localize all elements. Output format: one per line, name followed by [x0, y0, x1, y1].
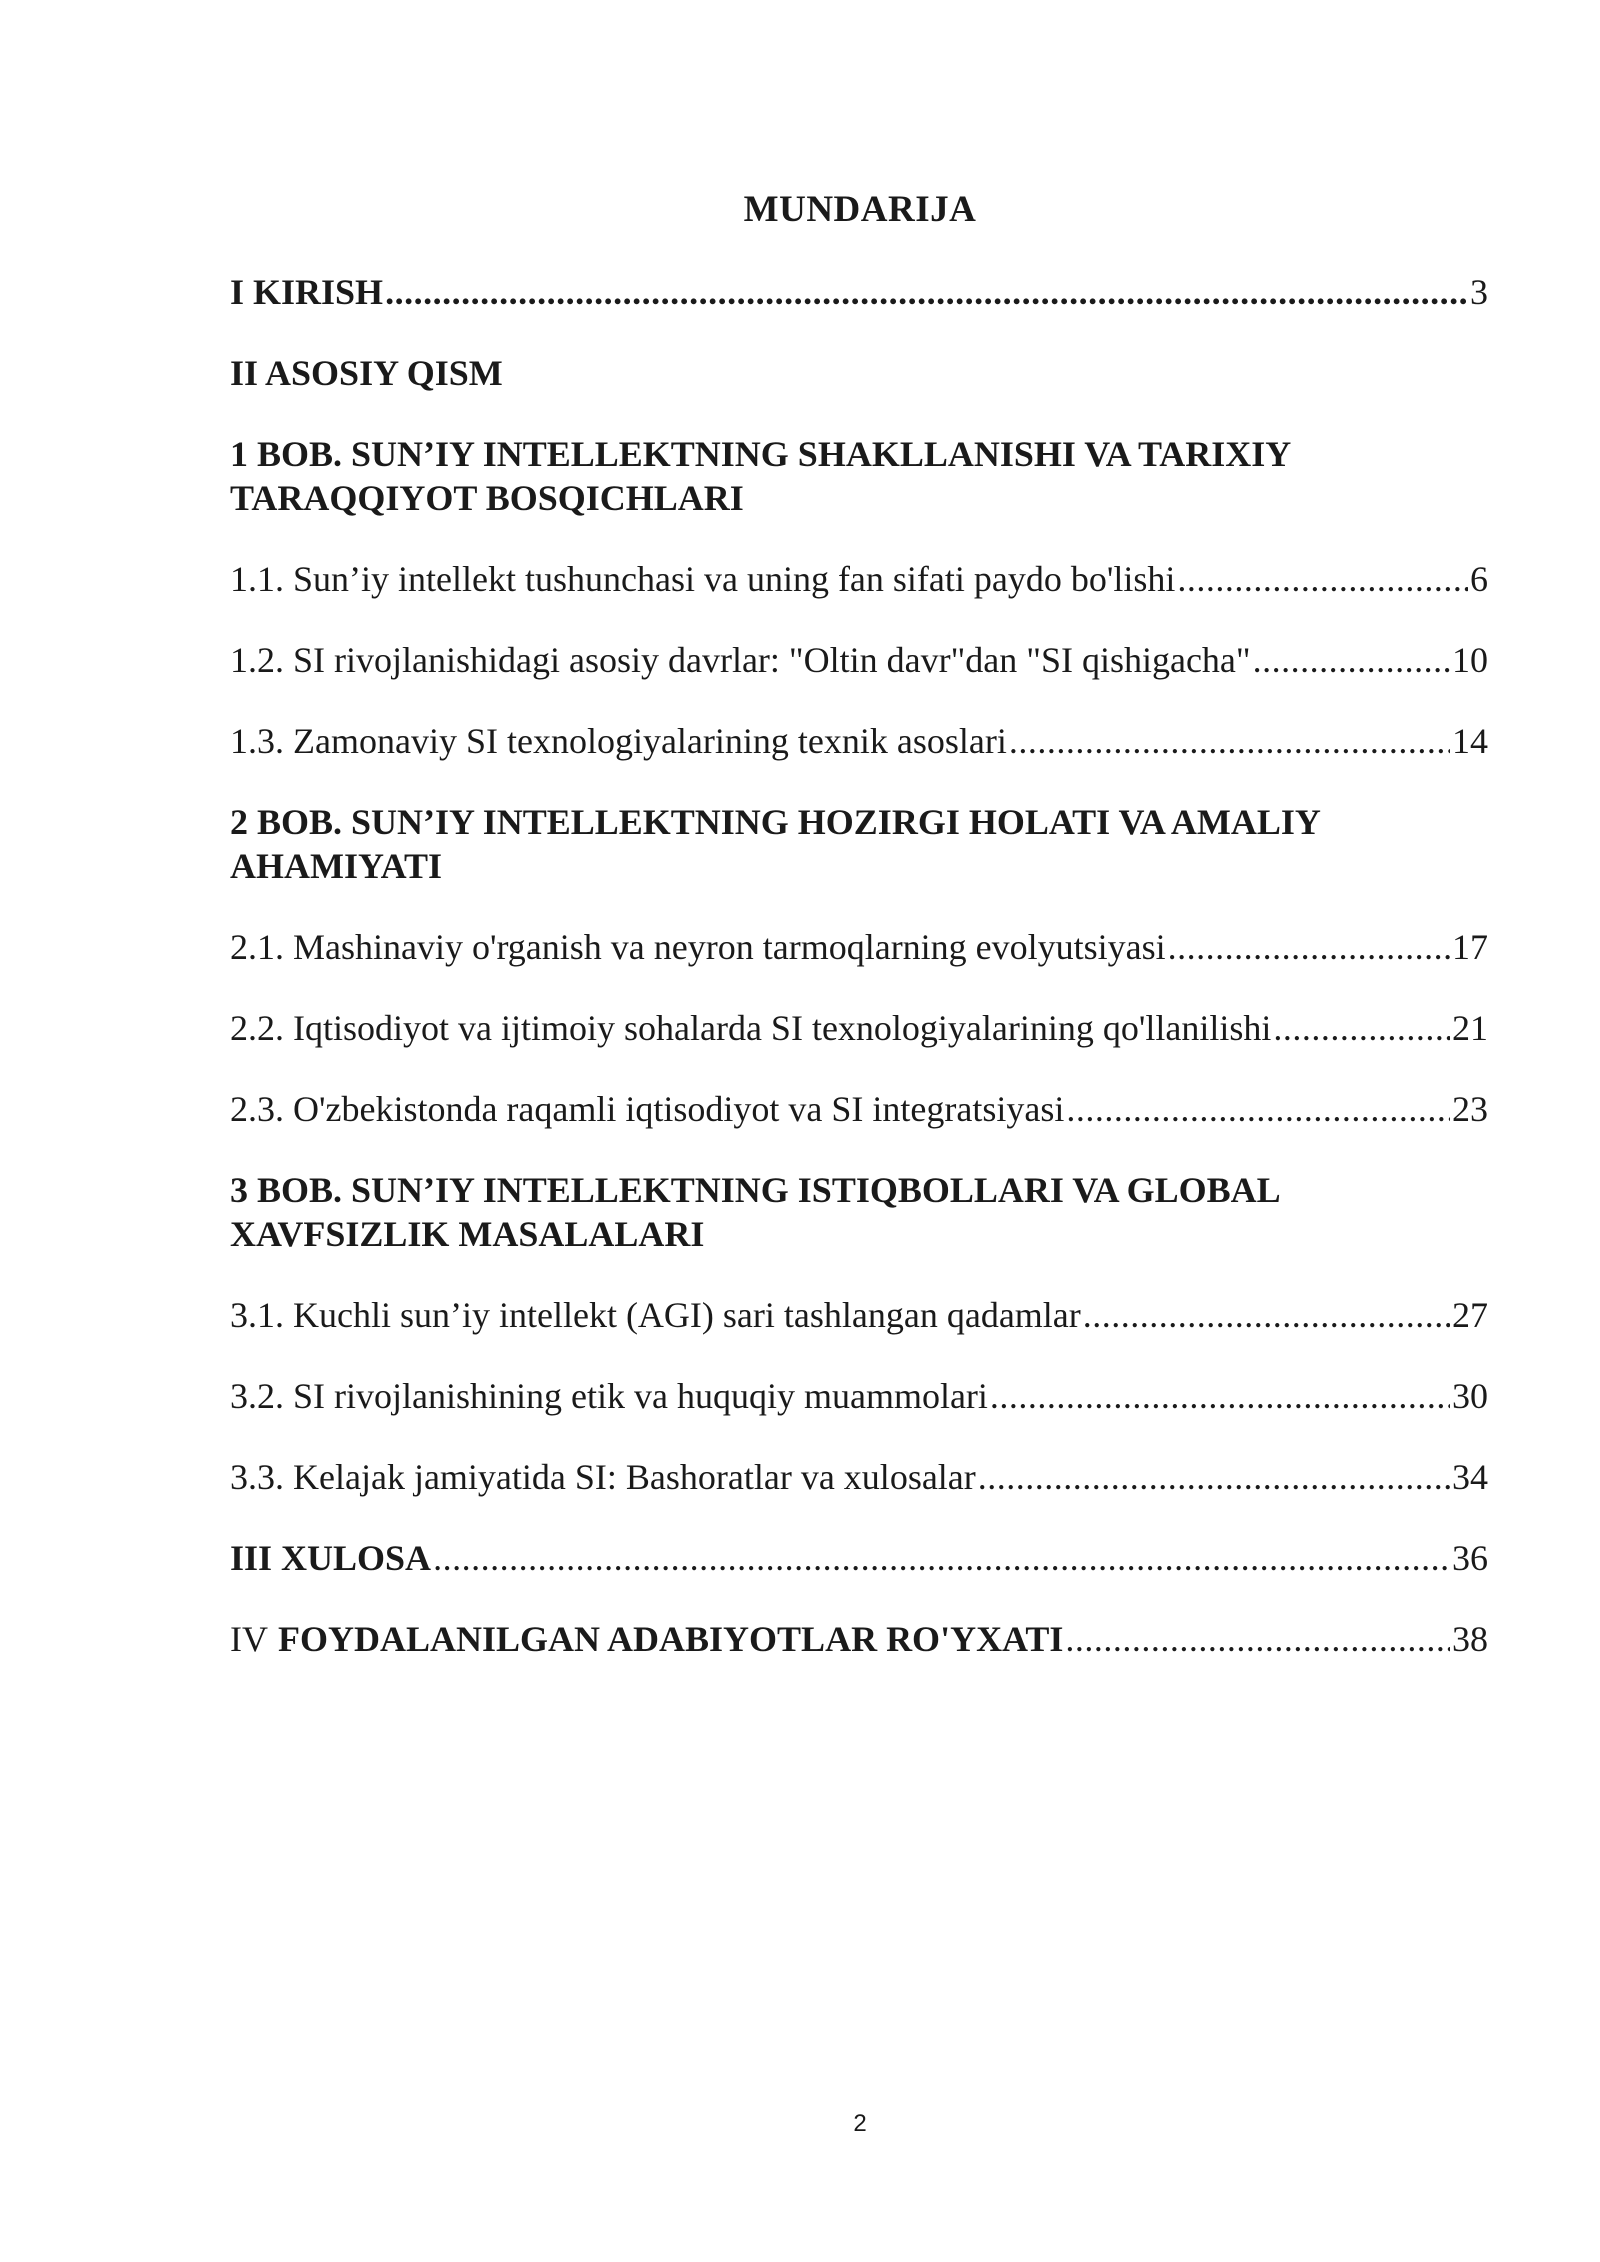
toc-entry-adabiyot[interactable] [230, 1617, 1488, 1661]
toc-entry-label: 3.2. SI rivojlanishining etik va huquqiy muammolari [230, 1376, 988, 1416]
toc-leader-dots [1066, 1087, 1450, 1131]
toc-entry-page: 34 [1452, 1457, 1488, 1497]
toc-entry-xulosa[interactable] [230, 1536, 1488, 1580]
toc-chapter-3[interactable] [230, 1168, 1488, 1256]
toc-chapter-2[interactable] [230, 800, 1488, 888]
toc-entry-page: 30 [1452, 1376, 1488, 1416]
toc-entry-label: 1.3. Zamonaviy SI texnologiyalarining texnik asoslari [230, 721, 1007, 761]
toc-leader-dots [1168, 925, 1450, 969]
toc-leader-dots [1009, 719, 1450, 763]
toc-entry-page: 36 [1452, 1538, 1488, 1578]
toc-entry-page: 17 [1452, 927, 1488, 967]
toc-entry-page: 6 [1470, 559, 1488, 599]
toc-leader-dots [433, 1536, 1450, 1580]
chapter-title-line: AHAMIYATI [230, 846, 443, 886]
toc-entry-2-3[interactable] [230, 1087, 1488, 1131]
toc-entry-page: 10 [1452, 640, 1488, 680]
toc-entry-3-1[interactable] [230, 1293, 1488, 1337]
toc-leader-dots [978, 1455, 1450, 1499]
toc-title: MUNDARIJA [743, 189, 977, 230]
toc-entry-label: 2.3. O'zbekistonda raqamli iqtisodiyot va SI integratsiyasi [230, 1089, 1065, 1129]
toc-section-asosiy[interactable]: II ASOSIY QISM [230, 353, 503, 393]
toc-entry-page: 14 [1452, 721, 1488, 761]
toc-leader-dots [1253, 638, 1450, 682]
toc-entry-label: 2.2. Iqtisodiyot va ijtimoiy sohalarda SI texnologiyalarining qo'llanilishi [230, 1008, 1272, 1048]
toc-entry-page: 21 [1452, 1008, 1488, 1048]
toc-entry-3-2[interactable] [230, 1374, 1488, 1418]
chapter-title-line: TARAQQIYOT BOSQICHLARI [230, 478, 744, 518]
toc-entry-label: 2.1. Mashinaviy o'rganish va neyron tarmoqlarning evolyutsiyasi [230, 927, 1166, 967]
chapter-title-line: 3 BOB. SUN’IY INTELLEKTNING ISTIQBOLLARI VA GLOBAL [230, 1170, 1281, 1210]
toc-entry-label: FOYDALANILGAN ADABIYOTLAR RO'YXATI [278, 1619, 1064, 1659]
toc-leader-dots [1177, 557, 1468, 601]
chapter-title-line: 1 BOB. SUN’IY INTELLEKTNING SHAKLLANISHI VA TARIXIY [230, 434, 1292, 474]
page-number: 2 [853, 2110, 867, 2137]
toc-entry-2-2[interactable] [230, 1006, 1488, 1050]
toc-leader-dots [385, 270, 1468, 314]
toc-leader-dots [1065, 1617, 1450, 1661]
toc-entry-label: III XULOSA [230, 1538, 432, 1578]
chapter-title-line: XAVFSIZLIK MASALALARI [230, 1214, 705, 1254]
toc-entry-label: 3.1. Kuchli sun’iy intellekt (AGI) sari tashlangan qadamlar [230, 1295, 1081, 1335]
toc-leader-dots [1083, 1293, 1450, 1337]
toc-entry-label: I KIRISH [230, 272, 384, 312]
toc-entry-label: 1.1. Sun’iy intellekt tushunchasi va uning fan sifati paydo bo'lishi [230, 559, 1176, 599]
toc-leader-dots [990, 1374, 1450, 1418]
toc-entry-label: 3.3. Kelajak jamiyatida SI: Bashoratlar va xulosalar [230, 1457, 976, 1497]
toc-entry-label: 1.2. SI rivojlanishidagi asosiy davrlar: "Oltin davr"dan "SI qishigacha" [230, 640, 1251, 680]
table-of-contents [230, 270, 1488, 1661]
toc-entry-2-1[interactable] [230, 925, 1488, 969]
toc-entry-kirish[interactable] [230, 270, 1488, 314]
toc-entry-1-1[interactable] [230, 557, 1488, 601]
toc-leader-dots [1273, 1006, 1450, 1050]
toc-chapter-1[interactable] [230, 432, 1488, 520]
toc-entry-page: 27 [1452, 1295, 1488, 1335]
toc-entry-1-3[interactable] [230, 719, 1488, 763]
toc-entry-page: 23 [1452, 1089, 1488, 1129]
toc-entry-1-2[interactable] [230, 638, 1488, 682]
toc-entry-3-3[interactable] [230, 1455, 1488, 1499]
toc-entry-page: 38 [1452, 1619, 1488, 1659]
toc-entry-page: 3 [1470, 272, 1488, 312]
toc-entry-prefix: IV [230, 1619, 268, 1659]
chapter-title-line: 2 BOB. SUN’IY INTELLEKTNING HOZIRGI HOLATI VA AMALIY [230, 802, 1321, 842]
